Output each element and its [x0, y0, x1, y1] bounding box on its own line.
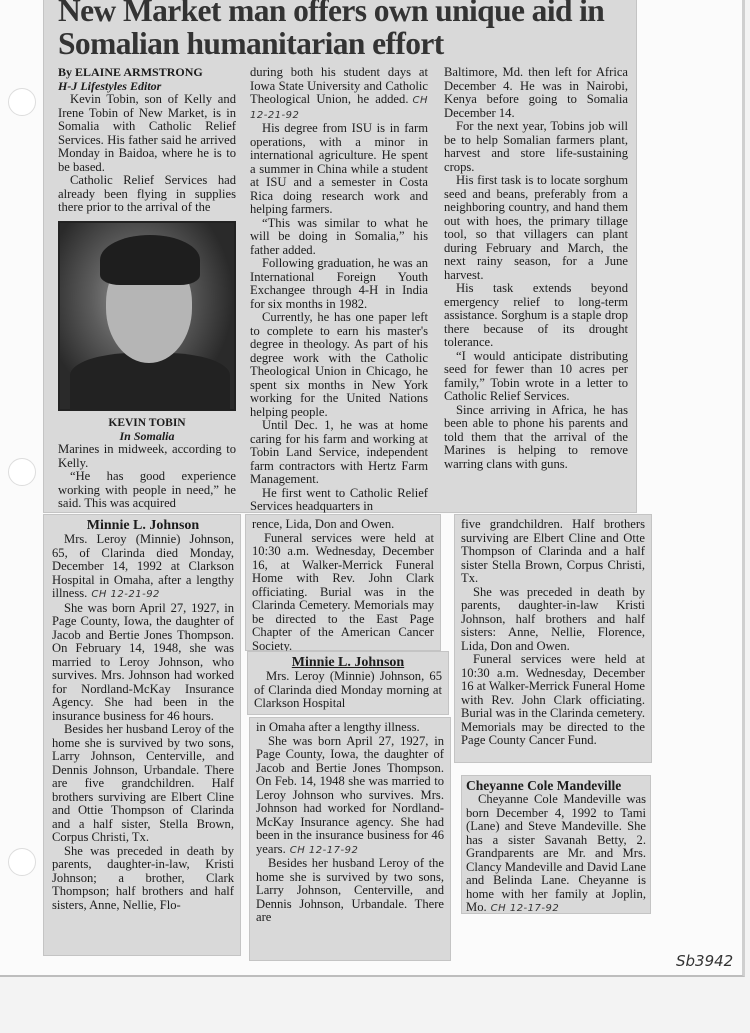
photo-caption-name: KEVIN TOBIN — [108, 417, 186, 429]
paragraph-text: Following graduation, he was an International Foreign Youth Exchangee through 4-H in India for six months in 1982. — [250, 256, 428, 311]
paragraph — [58, 93, 236, 174]
paragraph-text: She was born April 27, 1927, in Page County, Iowa, the daughter of Jacob and Bertie Jones Thompson. On February 14, 1948, she was married to Leroy Johnson, who survives. Mrs. Johnson had worked for Nordland-McKay Insurance Agency. She had been in the insurance business for 46 hours. — [52, 600, 234, 723]
obituary-1-title: Minnie L. Johnson — [86, 518, 200, 533]
paragraph — [466, 793, 646, 916]
handwritten-date-note: CH 12-21-92 — [250, 95, 428, 121]
article-column-1 — [58, 66, 236, 215]
paragraph-text: Since arriving in Africa, he has been able to phone his parents and told them that the arrival of the Marines is helping to remove warring clans with guns. — [444, 402, 628, 471]
paragraph-text: five grandchildren. Half brothers surviving are Elbert Cline and Otte Thompson of Clarinda and a half sister Stella Brown, Corpus Christi, Tx. — [461, 517, 645, 585]
punch-hole — [8, 458, 36, 486]
byline-title: H-J Lifestyles Editor — [58, 78, 162, 93]
paragraph-text: Baltimore, Md. then left for Africa December 4. He was in Nairobi, Kenya before going to Somalia December 14. — [444, 65, 628, 120]
paragraph — [250, 311, 428, 419]
obituary-1-text — [52, 533, 234, 912]
paragraph-text: “I would anticipate distributing seed for fewer than 10 acres per family,” Tobin wrote in a letter to Catholic Relief Services. — [444, 348, 628, 403]
paragraph-text: Mrs. Leroy (Minnie) Johnson, 65 of Clarinda died Monday morning at Clarkson Hospital — [254, 669, 442, 710]
punch-hole — [8, 848, 36, 876]
paragraph — [58, 174, 236, 215]
obituary-1-column-b — [252, 518, 434, 653]
paragraph — [250, 257, 428, 311]
paragraph-text: Catholic Relief Services had already been flying in supplies there prior to the arrival of the — [58, 173, 236, 214]
handwritten-date-note: CH 12-17-92 — [289, 844, 359, 856]
paragraph-text: Besides her husband Leroy of the home she is survived by two sons, Larry Johnson, Centerville, and Dennis Johnson, Urbandale. There are five grandchildren. Half brothers surviving are Elbert Cline and Ottie Thompson of Clarinda and a half sister, Stella Brown, Corpus Christi, Tx. — [52, 722, 234, 844]
paragraph — [52, 533, 234, 602]
paragraph — [444, 404, 628, 472]
paragraph-text: She was born April 27, 1927, in Page County, Iowa, the daughter of Jacob and Bertie Jones Thompson. On Feb. 14, 1948 she was married to Leroy Johnson who survives. Mrs. Johnson had worked for Nordland-McKay Insurance agency. She had been in the insurance business for 46 years. — [256, 733, 444, 856]
birth-notice-title: Cheyanne Cole Mandeville — [466, 778, 622, 793]
paragraph — [254, 670, 442, 711]
paragraph-text: His first task is to locate sorghum seed and beans, preferably from a neighboring country, and hand them out with hoes, the primary tillage tool, so that villagers can plant during February and March, the next rainy season, for a June harvest. — [444, 173, 628, 282]
paragraph — [250, 217, 428, 258]
paragraph-text: in Omaha after a lengthy illness. — [256, 720, 420, 734]
paragraph-text: Until Dec. 1, he was at home caring for his farm and working at Tobin Land Service, independent farm contractors with Hertz Farm Management. — [250, 418, 428, 486]
obituary-2-intro-text — [254, 670, 442, 711]
article-text — [58, 93, 236, 215]
paragraph — [252, 518, 434, 532]
paragraph — [444, 66, 628, 120]
paragraph — [461, 518, 645, 586]
paragraph — [444, 120, 628, 174]
paragraph — [252, 532, 434, 654]
paragraph-text: Marines in midweek, according to Kelly. — [58, 442, 236, 470]
obituary-2-column-a — [256, 721, 444, 925]
paragraph-text: Currently, he has one paper left to complete to earn his master's degree in theology. As part of his degree work with the Catholic Theological Union in Chicago, he spent six months in New York working for the United Nations helping people. — [250, 310, 428, 419]
article-column-2 — [250, 66, 428, 514]
paragraph — [256, 735, 444, 858]
article-column-1-continued — [58, 443, 236, 511]
paragraph — [58, 470, 236, 511]
paragraph — [52, 602, 234, 724]
paragraph-text: His task extends beyond emergency relief to long-term assistance. Sorghum is a staple drop there because of its drought tolerance. — [444, 281, 628, 349]
handwritten-date-note: CH 12-21-92 — [91, 589, 160, 600]
paragraph — [444, 174, 628, 282]
paragraph-text: “He has good experience working with people in need,” he said. This was acquired — [58, 469, 236, 510]
paragraph-text: She was preceded in death by parents, daughter-in-law Kristi Johnson, half brothers and half sisters: Anne, Nellie, Florence, Lida, Don and Owen. — [461, 584, 645, 653]
photo-caption-sub: In Somalia — [119, 429, 175, 443]
paragraph — [461, 653, 645, 748]
paragraph — [58, 443, 236, 470]
punch-hole — [8, 88, 36, 116]
paragraph — [256, 721, 444, 735]
kevin-tobin-photo — [58, 221, 236, 411]
paragraph — [52, 845, 234, 913]
paragraph — [256, 857, 444, 925]
paragraph — [250, 487, 428, 514]
article-headline: New Market man offers own unique aid in Somalian humanitarian effort — [58, 0, 605, 61]
paragraph-text: during both his student days at Iowa State University and Catholic Theological Union, he added. — [250, 65, 428, 106]
catalog-number: Sb3942 — [676, 952, 734, 970]
obituary-1-column-a — [52, 518, 234, 912]
paragraph-text: Kevin Tobin, son of Kelly and Irene Tobin of New Market, is in Somalia with Catholic Relief Services. His father said he arrived Monday in Baidoa, where he is to be based. — [58, 92, 236, 174]
obituary-2-title: Minnie L. Johnson — [291, 655, 405, 670]
birth-notice-text — [466, 793, 646, 916]
byline: By ELAINE ARMSTRONG — [58, 65, 203, 79]
paragraph — [250, 66, 428, 122]
paragraph-text: Cheyanne Cole Mandeville was born December 4, 1992 to Tami (Lane) and Steve Mandeville. She has a sister Savanah Betty, 2. Grandparents are Mr. and Mrs. Clancy Mandeville and David Lane and Belinda Lane. Cheyanne is home with her family at Joplin, Mo. — [466, 792, 646, 914]
birth-notice — [466, 778, 646, 916]
obituary-2-column-b — [461, 518, 645, 748]
obituary-2-intro — [254, 655, 442, 711]
paragraph-text: “This was similar to what he will be doing in Somalia,” his father added. — [250, 215, 428, 257]
paragraph — [461, 586, 645, 654]
paragraph-text: Funeral services were held at 10:30 a.m. Wednesday, December 16 at Walker-Merrick Funeral Home with Rev. John Clark officiating. Burial was in the Clarinda cemetery. Memorials may be directed to the Page County Cancer Fund. — [461, 652, 645, 747]
paragraph — [444, 350, 628, 404]
paragraph — [52, 723, 234, 845]
paragraph-text: rence, Lida, Don and Owen. — [252, 517, 395, 531]
paragraph-text: He first went to Catholic Relief Services headquarters in — [250, 485, 428, 513]
handwritten-date-note: CH 12-17-92 — [490, 903, 560, 914]
paragraph — [250, 419, 428, 487]
paragraph-text: Mrs. Leroy (Minnie) Johnson, 65, of Clarinda died Monday, December 14, 1992 at Clarkson Hospital in Omaha, after a lengthy illness. — [52, 532, 234, 600]
paragraph-text: His degree from ISU is in farm operations, with a minor in international agriculture. He spent a summer in China while a student at ISU and a semester in Costa Rica doing research work and helping farmers. — [250, 121, 428, 216]
paragraph-text: Funeral services were held at 10:30 a.m. Wednesday, December 16, at Walker-Merrick Funeral Home with Rev. John Clark officiating. Burial was in the Clarinda Cemetery. Memorials may be directed to the East Page Chapter of the American Cancer Society. — [252, 530, 434, 653]
article-column-3 — [444, 66, 628, 471]
paragraph-text: For the next year, Tobins job will be to help Somalian farmers plant, harvest and store life-sustaining crops. — [444, 119, 628, 174]
paragraph-text: Besides her husband Leroy of the home she is survived by two sons, Larry Johnson, Centerville, and Dennis Johnson, Urbandale. There are — [256, 856, 444, 924]
paragraph — [250, 122, 428, 217]
paragraph-text: She was preceded in death by parents, daughter-in-law, Kristi Johnson; a brother, Clark Thompson; half brothers and half sisters, Anne, Nellie, Flo- — [52, 843, 234, 912]
paragraph — [444, 282, 628, 350]
